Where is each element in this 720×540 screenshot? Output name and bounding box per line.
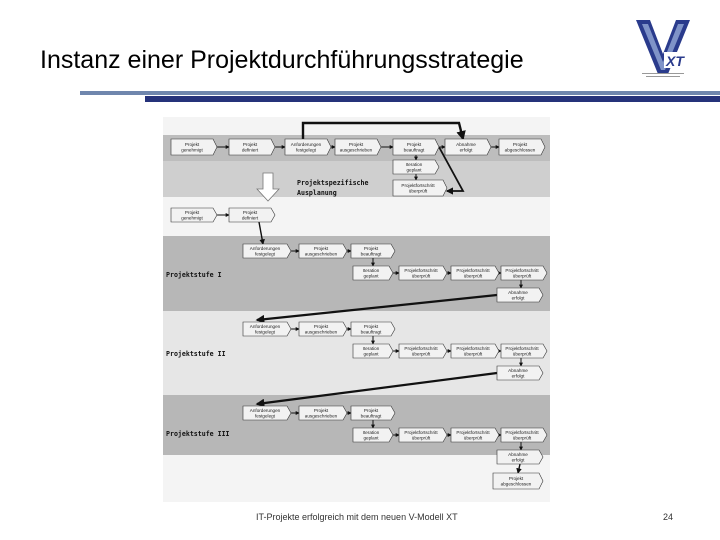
stage3-box-progress-3-label: überprüft [512, 435, 532, 441]
stage3-box-commission [351, 406, 395, 420]
strategy-diagram [163, 117, 550, 502]
top-box-6-label: erfolgt [459, 147, 473, 153]
stage2-box-progress-1 [399, 344, 447, 358]
top-box-4 [335, 139, 381, 155]
stage3-box-progress-3-label: Projektfortschritt [505, 429, 539, 435]
stage1-box-progress-2 [451, 266, 499, 280]
stage1-box-tender [299, 244, 347, 258]
stage1-box-commission-label: beauftragt [360, 251, 382, 257]
stage2-box-progress-3 [501, 344, 547, 358]
stage3-box-acceptance [497, 450, 543, 464]
top-box-iteration-label: geplant [406, 167, 422, 173]
top-box-7-label: abgeschlossen [504, 147, 536, 153]
stage2-box-commission [351, 322, 395, 336]
stage3-box-iteration [353, 428, 393, 442]
stage1-box-progress-2-label: Projektfortschritt [456, 267, 490, 273]
top-box-iteration-label: Iteration [405, 161, 423, 167]
top-box-progress [393, 180, 447, 196]
page-number: 24 [663, 512, 674, 522]
planning-label-line2: Ausplanung [297, 189, 337, 197]
stage3-box-progress-1-label: überprüft [411, 435, 431, 441]
stage1-box-progress-3-label: Projektfortschritt [505, 267, 539, 273]
top-box-2-label: definiert [241, 147, 259, 153]
stage2-box-req-label: Anforderungen [249, 323, 281, 329]
v-modell-xt-logo [634, 16, 692, 80]
top-box-3 [285, 139, 331, 155]
stage1-box-iteration-label: geplant [363, 273, 379, 279]
title-rule-thick [145, 96, 720, 102]
stage1-box-commission-label: Projekt [363, 245, 379, 251]
pre-box-definiert-label: definiert [241, 215, 259, 221]
stage2-box-iteration [353, 344, 393, 358]
final-box [493, 473, 543, 489]
stage1-box-progress-1-label: überprüft [411, 273, 431, 279]
stage3-box-progress-2 [451, 428, 499, 442]
stage2-box-progress-2-label: überprüft [463, 351, 483, 357]
stage3-box-iteration-label: geplant [363, 435, 379, 441]
stage1-box-tender-label: ausgeschrieben [304, 251, 338, 257]
stage1-box-acceptance-label: Abnahme [508, 289, 528, 295]
stage2-box-acceptance-label: Abnahme [508, 367, 528, 373]
planning-label-line1: Projektspezifische [297, 179, 369, 187]
stage3-box-tender [299, 406, 347, 420]
pre-box-genehmigt-label: genehmigt [181, 215, 203, 221]
stage2-box-commission-label: beauftragt [360, 329, 382, 335]
stage1-box-progress-1 [399, 266, 447, 280]
top-box-progress-label: überprüft [408, 188, 428, 194]
top-box-1 [171, 139, 217, 155]
stage3-box-req-label: Anforderungen [249, 407, 281, 413]
stage3-box-progress-2-label: Projektfortschritt [456, 429, 490, 435]
stage3-box-progress-3 [501, 428, 547, 442]
top-box-4-label: ausgeschrieben [339, 147, 373, 153]
stage2-box-tender-label: ausgeschrieben [304, 329, 338, 335]
stage1-box-iteration-label: Iteration [362, 267, 380, 273]
stage1-box-progress-3-label: überprüft [512, 273, 532, 279]
logo-lettering: XT [666, 53, 684, 69]
top-box-5-label: Projekt [406, 141, 422, 147]
title-rule-thin [80, 91, 720, 95]
stage2-box-acceptance [497, 366, 543, 380]
stage3-box-progress-1-label: Projektfortschritt [404, 429, 438, 435]
stage2-box-tender-label: Projekt [313, 323, 329, 329]
top-box-1-label: Projekt [184, 141, 200, 147]
stage1-box-progress-2-label: überprüft [463, 273, 483, 279]
stage2-box-req [243, 322, 291, 336]
stage1-box-progress-1-label: Projektfortschritt [404, 267, 438, 273]
stage2-box-progress-2 [451, 344, 499, 358]
stage1-box-commission [351, 244, 395, 258]
stage2-box-progress-1-label: überprüft [411, 351, 431, 357]
stage3-box-acceptance-label: Abnahme [508, 451, 528, 457]
stage-label-2: Projektstufe II [166, 350, 226, 358]
stage3-box-progress-1 [399, 428, 447, 442]
top-box-5-label: beauftragt [403, 147, 425, 153]
top-box-3-label: festgelegt [296, 147, 316, 153]
stage3-box-req [243, 406, 291, 420]
top-box-7 [499, 139, 545, 155]
top-box-3-label: Anforderungen [290, 141, 322, 147]
stage3-box-iteration-label: Iteration [362, 429, 380, 435]
stage3-box-req-label: festgelegt [255, 413, 275, 419]
top-box-7-label: Projekt [512, 141, 528, 147]
stage-label-1: Projektstufe I [166, 271, 222, 279]
stage1-box-req-label: Anforderungen [249, 245, 281, 251]
stage1-box-progress-3 [501, 266, 547, 280]
stage1-box-acceptance-label: erfolgt [511, 295, 525, 301]
stage1-box-req-label: festgelegt [255, 251, 275, 257]
stage2-box-iteration-label: geplant [363, 351, 379, 357]
stage2-box-progress-3-label: überprüft [512, 351, 532, 357]
stage2-box-acceptance-label: erfolgt [511, 373, 525, 379]
stage3-box-commission-label: beauftragt [360, 413, 382, 419]
stage3-box-progress-2-label: überprüft [463, 435, 483, 441]
top-box-6-label: Abnahme [456, 141, 476, 147]
stage3-box-acceptance-label: erfolgt [511, 457, 525, 463]
stage2-box-tender [299, 322, 347, 336]
top-box-iteration [393, 160, 439, 174]
logo-subtext-lines [640, 72, 686, 80]
top-box-2 [229, 139, 275, 155]
top-box-4-label: Projekt [348, 141, 364, 147]
slide-title: Instanz einer Projektdurchführungsstrategie [40, 46, 524, 74]
stage2-box-progress-3-label: Projektfortschritt [505, 345, 539, 351]
stage1-box-req [243, 244, 291, 258]
stage2-box-progress-1-label: Projektfortschritt [404, 345, 438, 351]
stage2-box-iteration-label: Iteration [362, 345, 380, 351]
final-box-label: abgeschlossen [500, 481, 532, 487]
final-box-label: Projekt [508, 475, 524, 481]
pre-box-genehmigt-label: Projekt [184, 209, 200, 215]
top-box-5 [393, 139, 439, 155]
pre-box-definiert-label: Projekt [242, 209, 258, 215]
stage2-box-progress-2-label: Projektfortschritt [456, 345, 490, 351]
stage1-box-iteration [353, 266, 393, 280]
pre-box-genehmigt [171, 208, 217, 222]
top-box-2-label: Projekt [242, 141, 258, 147]
stage3-box-tender-label: ausgeschrieben [304, 413, 338, 419]
stage2-box-req-label: festgelegt [255, 329, 275, 335]
stage-band-3 [163, 395, 550, 455]
top-box-6 [445, 139, 491, 155]
footer-text: IT-Projekte erfolgreich mit dem neuen V-Modell XT [256, 512, 458, 522]
stage-label-3: Projektstufe III [166, 430, 230, 438]
pre-box-definiert [229, 208, 275, 222]
stage3-box-tender-label: Projekt [313, 407, 329, 413]
top-box-1-label: genehmigt [181, 147, 203, 153]
stage2-box-commission-label: Projekt [363, 323, 379, 329]
stage1-box-acceptance [497, 288, 543, 302]
top-box-progress-label: Projektfortschritt [401, 182, 435, 188]
stage1-box-tender-label: Projekt [313, 245, 329, 251]
stage3-box-commission-label: Projekt [363, 407, 379, 413]
